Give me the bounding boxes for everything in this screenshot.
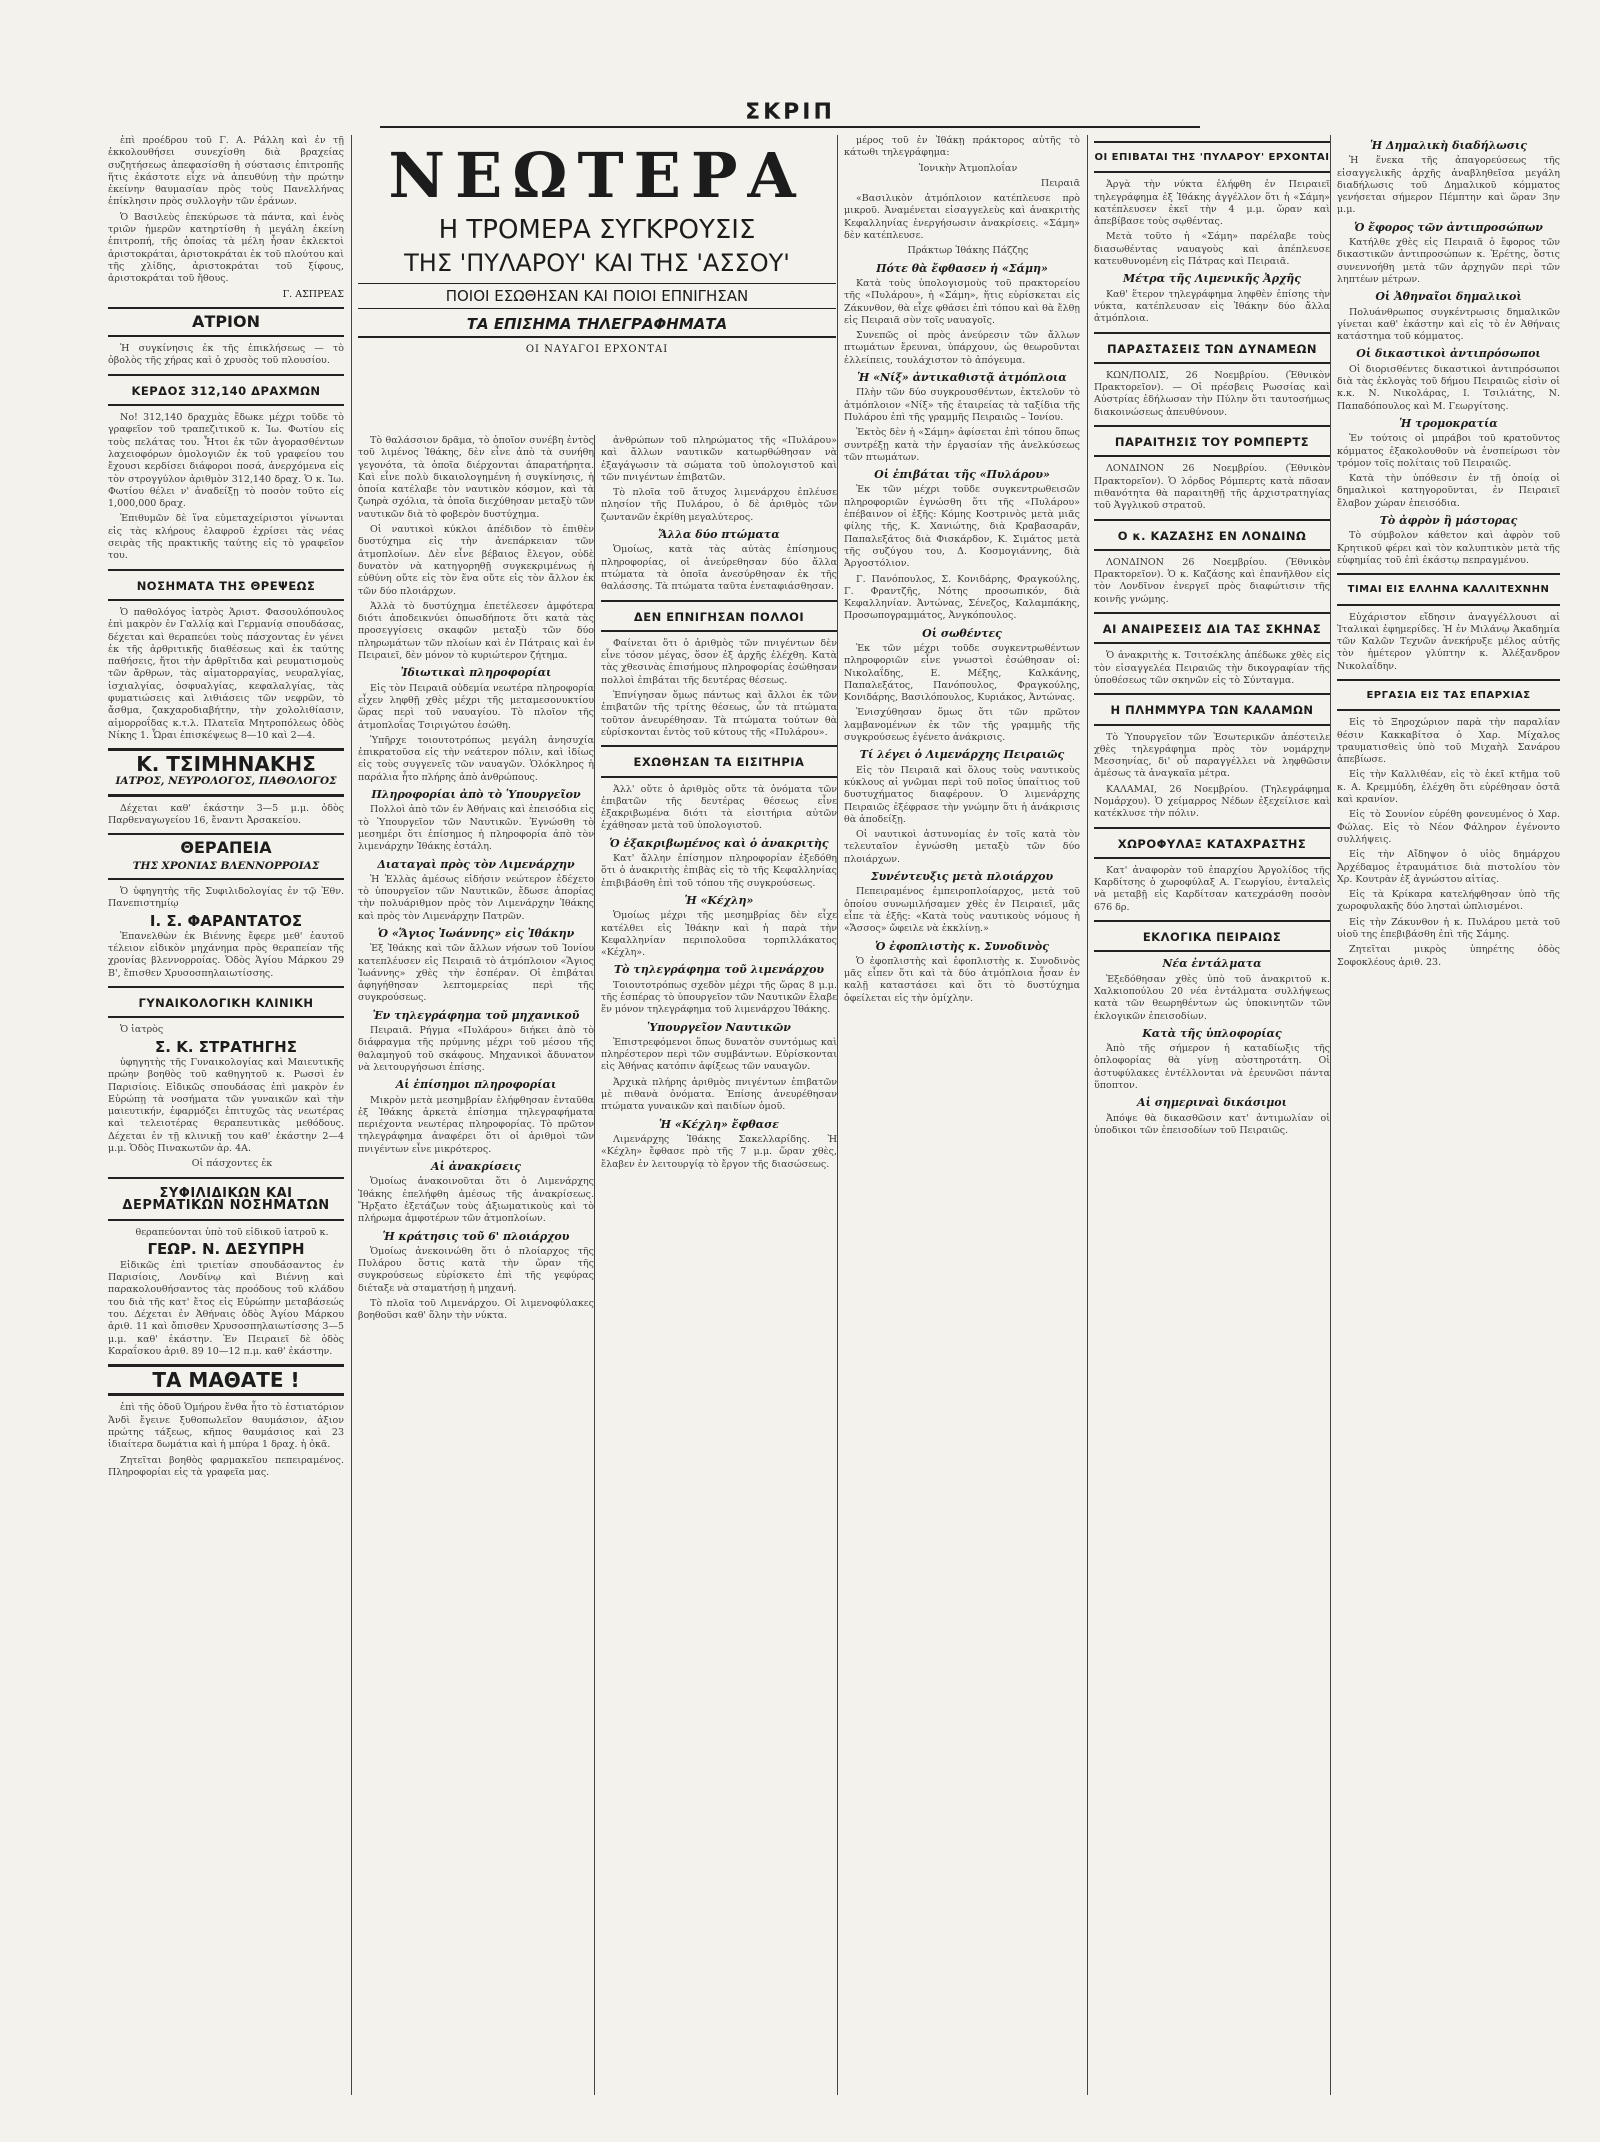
column-4: μέρος τοῦ ἐν Ἰθάκῃ πράκτορος αὐτῆς τὸ κάτωθι τηλεγράφημα: Ἰονικὴν Ἀτμοπλοΐαν Πειραιᾶ «Βασιλικὸν ἀτμόπλοιον κατέπλευσε πρὸ μικροῦ. Ἀναμένεται εἰσαγγελεὺς καὶ ἀνακριτὴς Κεφαλληνίας ἐνεργήσωσιν ἀνακρίσεις. «Σάμη» δὲν κατέπλευσε. Πράκτωρ Ἰθάκης Πάζζης Πότε θὰ ἔφθασεν ἡ «Σάμη» Κατὰ τοὺς ὑπολογισμοὺς τοῦ πρακτορείου τῆς «Πυλάρου», ἡ «Σάμη», ἥτις εὑρίσκεται εἰς Ζάκυνθον, θὰ εἶχε φθάσει ἐπὶ τόπου καὶ θὰ ἔλθῃ εἰς Πειραιᾶ σὺν τοῖς ναυαγοῖς. Συνεπῶς οἱ πρὸς ἀνεύρεσιν τῶν ἄλλων πτωμάτων ἔρευναι, ὑπάρχουν, ὡς θεωροῦνται ἐλλείπεις, τουλάχιστον τὸ ἀπόγευμα. Ἡ «Νίξ» ἀντικαθιστᾷ ἀτμόπλοια Πλὴν τῶν δύο συγκρουσθέντων, ἐκτελοῦν τὸ ἀτμόπλοιον «Νίξ» τῆς ἑταιρείας τὰ ταξίδια τῆς Πυλάρου ἐπὶ τῆς γραμμῆς Πειραιῶς – Ἰονίου. Ἐκτὸς δὲν ἡ «Σάμη» ἀφίσεται ἐπὶ τόπου ὅπως συντρέξῃ κατὰ τὴν ἐργασίαν τῆς ἀνελκύσεως τῶν πτωμάτων. Οἱ ἐπιβάται τῆς «Πυλάρου» Ἐκ τῶν μέχρι τοῦδε συγκεντρωθεισῶν πληροφοριῶν ἐγνώσθη ὅτι τῆς «Πυλάρου» ἐπέβαινον οἱ ἑξῆς: Κόμης Κοστρινὸς μετὰ μιᾶς φίλης τῆς, Κ. Χανιώτης, διὰ Κραβασαρᾶν, Παπαλεξάτος διὰ Φισκάρδον, Κ. Σιμάτος μετὰ τῆς συζύγου του, Δ. Κοσμογιάννης, διὰ Ἀργοστόλιον. Γ. Πανόπουλος, Σ. Κονιδάρης, Φραγκούλης, Γ. Φραντζῆς, Νότης προσωπικόν, διὰ Κεφαλληνίαν. Ἀντώνας, Σένεζος, Καλαμπάκης, Προσωπογραμμάτος, Ἀνγκόπουλος. Οἱ σωθέντες Ἐκ τῶν μέχρι τοῦδε συγκεντρωθέντων πληροφοριῶν εἶνε γνωστοὶ ἐσώθησαν οἱ: Νικολαΐδης, Ε. Μέξης, Καλκάνης, Παπαλεξάτος, Πανόπουλος, Φραγκούλης, Κονιδάρης, Βασιλόπουλος, Κυριάκος, Ἀντώνας. Ἐνισχύθησαν ὅμως ὅτι τῶν πρῶτον λαμβανομένων ἐκ τῶν τῆς γραμμῆς τῆς συγκρούσεως ἐγένετο ἀνάκρισις. Τί λέγει ὁ Λιμενάρχης Πειραιῶς Εἰς τὸν Πειραιᾶ καὶ ὅλους τοὺς ναυτικοὺς κύκλους αἱ γνῶμαι περὶ τοῦ ποῖος ὑπαίτιος τοῦ δυστυχήματος διαφέρουν. Ὁ λιμενάρχης Πειραιῶς ἐξέφρασε τὴν γνώμην ὅτι ἡ ἀνάκρισις θὰ ἀποδείξῃ. Οἱ ναυτικοὶ ἀστυνομίας ἐν τοῖς κατὰ τὸν τελευταῖον ἐγνώσθη μεταξὺ τῶν δύο πλοιάρχων. Συνέντευξις μετὰ πλοιάρχου Πεπειραμένος ἐμπειροπλοίαρχος, μετὰ τοῦ ὁποίου συνωμιλήσαμεν χθὲς ἐν Πειραιεῖ, μᾶς εἶπε τὰ ἑξῆς: «Κατὰ τοὺς ναυτικοὺς νόμους ἡ «Ἄσσος» ὤφειλε νὰ ἐκκλίνῃ.» Ὁ ἐφοπλιστὴς κ. Συνοδινὸς Ὁ ἐφοπλιστὴς καὶ ἐφοπλιστὴς κ. Συνοδινὸς μᾶς εἶπεν ὅτι καὶ τὰ δύο ἀτμόπλοια ἦσαν ἐν καλῇ καταστάσει καὶ ὅτι τὸ δυστύχημα ὀφείλεται εἰς τὴν ὁμίχλην.	[844, 135, 1080, 1004]
masthead	[380, 100, 1200, 128]
heading-kazasis: Ο κ. ΚΑΖΑΣΗΣ ΕΝ ΛΟΝΔΙΝΩ	[1117, 528, 1307, 543]
heading-therapeia: ΘΕΡΑΠΕΙΑ	[180, 838, 272, 858]
heading-plhmmyra: Η ΠΛΗΜΜΥΡΑ ΤΩΝ ΚΑΛΑΜΩΝ	[1110, 703, 1314, 718]
heading-mathete: ΤΑ ΜΑΘΑΤΕ !	[152, 1368, 300, 1393]
main-story-header	[358, 135, 836, 363]
headline-2: ΤΗΣ 'ΠΥΛΑΡΟΥ' ΚΑΙ ΤΗΣ 'ΑΣΣΟΥ'	[404, 249, 790, 277]
column-rule	[1330, 135, 1331, 2095]
heading-farantatos: Ι. Σ. ΦΑΡΑΝΤΑΤΟΣ	[149, 911, 303, 930]
headline-1: Η ΤΡΟΜΕΡΑ ΣΥΓΚΡΟΥΣΙΣ	[438, 215, 756, 245]
heading-strathgis: Σ. Κ. ΣΤΡΑΤΗΓΗΣ	[155, 1037, 297, 1056]
headline-3: ΠΟΙΟΙ ΕΣΩΘΗΣΑΝ ΚΑΙ ΠΟΙΟΙ ΕΠΝΙΓΗΣΑΝ	[358, 283, 836, 309]
column-6: Ἡ Δημαλικὴ διαδήλωσις Ἡ ἕνεκα τῆς ἀπαγορεύσεως τῆς εἰσαγγελικῆς ἀρχῆς ἀναβληθεῖσα μεγάλη διαδήλωσις τοῦ Δημαλικοῦ κόμματος γενήσεται σήμερον Πέμπτην καὶ ὥραν 3ην μ.μ. Ὁ ἔφορος τῶν ἀντιπροσώπων Κατήλθε χθὲς εἰς Πειραιᾶ ὁ ἔφορος τῶν δικαστικῶν ἀντιπροσώπων κ. Ἐρέτης, ὅστις συνεννοήθη μετὰ τῶν ἀρχηγῶν περὶ τῶν ληπτέων μέτρων. Οἱ Ἀθηναῖοι δημαλικοὶ Πολυάνθρωπος συγκέντρωσις δημαλικῶν γίνεται καθ' ἑκάστην καὶ εἰς τὸ ἐν Ἀθήναις κατάστημα τοῦ κόμματος. Οἱ δικαστικοὶ ἀντιπρόσωποι Οἱ διορισθέντες δικαστικοὶ ἀντιπρόσωποι διὰ τὰς ἐκλογὰς τοῦ δήμου Πειραιῶς εἰσὶν οἱ κ.κ. Ν. Νικολάρας, Ι. Τσιλιάτης, Ν. Παπαδόπουλος καὶ Μ. Γεωργίτσης. Ἡ τρομοκρατία Ἐν τούτοις οἱ μπράβοι τοῦ κρατοῦντος κόμματος ἐξακολουθοῦν νὰ ἐνσπείρωσι τὸν τρόμον τοῖς πολίταις τοῦ Πειραιῶς. Κατὰ τὴν ὑπόθεσιν ἐν τῇ ὁποίᾳ οἱ δημαλικοὶ κατηγοροῦνται, ἐν Πειραιεῖ ἔλαβον χώραν ἐπεισόδια. Τὸ ἀφρὸν ἢ μάστορας Τὸ σύμβολον κάθετον καὶ ἀφρὸν τοῦ Κρητικοῦ φέρει καὶ τὸν καλυπτικὸν μετὰ τῆς εὐφημίας τοῦ ἐπὶ ἑκάστῳ πεπραγμένου. ΤΙΜΑΙ ΕΙΣ ΕΛΛΗΝΑ ΚΑΛΛΙΤΕΧΝΗΝ Εὐχάριστον εἴδησιν ἀναγγέλλουσι αἱ Ἰταλικαὶ ἐφημερίδες. Ἡ ἐν Μιλάνῳ Ἀκαδημία τῶν Καλῶν Τεχνῶν ἀνεκήρυξε μέλος αὐτῆς τὸν ἡμέτερον γλύπτην κ. Ἀλέξανδρον Νικολαΐδην. ΕΡΓΑΣΙΑ ΕΙΣ ΤΑΣ ΕΠΑΡΧΙΑΣ Εἰς τὸ Ξηροχώριον παρὰ τὴν παραλίαν θέσιν Κακκαβίτσα ὁ Χαρ. Μίχαλος τραυματισθεὶς ὑπὸ τοῦ Μιχαὴλ Σανάρου ἀπεβίωσε. Εἰς τὴν Καλλιθέαν, εἰς τὸ ἐκεῖ κτῆμα τοῦ κ. Α. Κρεμμύδη, ἐλέχθη ὅτι εὑρέθησαν ὀστᾶ καὶ κρανίον. Εἰς τὸ Σουνίον εὑρέθη φονευμένος ὁ Χαρ. Φώλας. Εἰς τὸ Νέον Φάληρον ἐγένοντο συλλήψεις. Εἰς τὴν Αἴδηψον ὁ υἱὸς δημάρχου Ἀρχέδαμος ἐτραυμάτισε διὰ πιστολίου τὸν Χρ. Κουτρὰν ἐξ ἀγνώστου αἰτίας. Εἰς τὰ Κρίκαρα κατελήφθησαν ὑπὸ τῆς χωροφυλακῆς δύο λησταὶ ὡπλισμένοι. Εἰς τὴν Ζάκυνθον ἡ κ. Πυλάρου μετὰ τοῦ υἱοῦ της ἐπεβιβάσθη ἐπὶ τῆς Σάμης. Ζητεῖται μικρὸς ὑπηρέτης ὁδὸς Σοφοκλέους ἀριθ. 23.	[1337, 139, 1560, 968]
heading-den-epnigisan: ΔΕΝ ΕΠΝΙΓΗΣΑΝ ΠΟΛΛΟΙ	[633, 609, 805, 624]
column-3: ἀνθρώπων τοῦ πληρώματος τῆς «Πυλάρου» καὶ ἄλλων ναυτικῶν κατωρθώθησαν νὰ ἐξαγάγωσιν τὰ σώματα τοῦ ὑπολογιστοῦ καὶ τῶν πνιγέντων ἐπιβατῶν. Τὸ πλοῖα τοῦ ἄτυχος λιμενάρχου ἐπλέυσε πλησίον τῆς Πυλάρου, ὁ δὲ ἀριθμὸς τῶν ζωντανῶν ἐκρίθη μεγαλύτερος. Ἄλλα δύο πτώματα Ὁμοίως, κατὰ τὰς αὐτὰς ἐπίσημους πληροφορίας, οἱ ἀνεύρεθησαν δύο ἄλλα πτώματα τὰ ὁποῖα ἀνεσύρθησαν ἐκ τῆς θαλάσσης. Τὰ πτώματα ταῦτα ἐνεταφιάσθησαν. ΔΕΝ ΕΠΝΙΓΗΣΑΝ ΠΟΛΛΟΙ Φαίνεται ὅτι ὁ ἀριθμὸς τῶν πνιγέντων δὲν εἶνε τόσον μέγας, ὅσον ἐξ ἀρχῆς ἐλέχθη. Κατὰ τὰς χθεσινὰς ἐπισήμους πληροφορίας ἐσώθησαν πολλοὶ ἐπιβάται τῆς δευτέρας θέσεως. Ἐπνίγησαν ὅμως πάντως καὶ ἄλλοι ἐκ τῶν ἐπιβατῶν τῆς τρίτης θέσεως, ὧν τὰ πτώματα τοῦτον ἀνευρέθησαν. Τὰ πτώματα τούτων θὰ εὑρίσκονται ἐντὸς τοῦ κύτους τῆς «Πυλάρου». ΕΧΩΘΗΣΑΝ ΤΑ ΕΙΣΙΤΗΡΙΑ Ἀλλ' οὔτε ὁ ἀριθμὸς οὔτε τὰ ὀνόματα τῶν ἐπιβατῶν τῆς δευτέρας θέσεως εἶνε ἐξακριβωμένα διότι τὰ εἰσιτήρια αὐτῶν ἐχάθησαν μετὰ τοῦ ὑπολογιστοῦ. Ὁ ἐξακριβωμένος καὶ ὁ ἀνακριτὴς Κατ' ἄλλην ἐπίσημον πληροφορίαν ἐξεδόθη ὅτι ὁ ἀνακριτὴς ἐπιβὰς εἰς τὸ τῆς Κεφαλληνίας ἐπιβιβάσθη ἐπὶ τοῦ τόπου τῆς συγκρούσεως. Ἡ «Κέχλη» Ὁμοίως μέχρι τῆς μεσημβρίας δὲν εἶχε κατέλθει εἰς Ἰθάκην καὶ ἡ παρὰ τὴν Κεφαλληνίαν περιπολοῦσα τορπιλλάκατος «Κέχλη». Τὸ τηλεγράφημα τοῦ λιμενάρχου Τοιουτοτρόπως σχεδὸν μέχρι τῆς ὥρας 8 μ.μ. τῆς ἑσπέρας τὸ ὑπουργεῖον τῶν Ναυτικῶν ἔλαβε ἕν μόνον τηλεγράφημα τοῦ λιμενάρχου Ἰθάκης. Ὑπουργεῖον Ναυτικῶν Ἐπιστρεφόμενοι ὅπως δυνατὸν συντόμως καὶ πληρέστερον περὶ τῶν συμβάντων. Εὑρίσκονται εἰς Ἀθήνας κατόπιν ἀφίξεως τῶν ναυαγῶν. Ἀρχικὰ πλήρης ἀριθμὸς πνιγέντων ἐπιβατῶν μὲ πιθανὰ ὀνόματα. Ἐπίσης ἀνευρέθησαν πτώματα γυναικῶν καὶ παιδίων ὁμοῦ. Ἡ «Κέχλη» ἔφθασε Λιμενάρχης Ἰθάκης Σακελλαρίδης. Ἡ «Κέχλη» ἔφθασε πρὸ τῆς 7 μ.μ. ὥραν χθὲς, ἔλαβεν ἐν λειτουργίᾳ τὸ ἔργον τῆς διασώσεως.	[601, 435, 837, 1170]
heading-klinikh: ΓΥΝΑΙΚΟΛΟΓΙΚΗ ΚΛΙΝΙΚΗ	[138, 996, 314, 1011]
heading-paraithsis: ΠΑΡΑΙΤΗΣΙΣ ΤΟΥ ΡΟΜΠΕΡΤΣ	[1114, 435, 1310, 450]
heading-exodhsan: ΕΧΩΘΗΣΑΝ ΤΑ ΕΙΣΙΤΗΡΙΑ	[633, 755, 805, 770]
column-2: Τὸ θαλάσσιον δρᾶμα, τὸ ὁποῖον συνέβη ἐντὸς τοῦ λιμένος Ἰθάκης, δὲν εἶνε ἀπὸ τὰ συνήθη γεγονότα, τὰ ὁποῖα διέρχονται ἀπαρατήρητα. Καὶ εἶνε πολὺ δικαιολογημένη ἡ συγκίνησις, ἡ ὁποία κατέλαβε τὸν ναυτικὸν κόσμον, καὶ τὰ ζωηρὰ σχόλια, τὰ ὁποῖα διεχύθησαν μεταξὺ τῶν ναυτικῶν διὰ τὸ φοβερὸν δυστύχημα. Οἱ ναυτικοὶ κύκλοι ἀπέδιδον τὸ ἐπιθὲν δυστύχημα εἰς τὴν ἀνεπάρκειαν τῶν ἀτμοπλοίων. Δὲν εἶνε βέβαιος ἔλεγον, οὐδὲ δυνατὸν νὰ κατηγορηθῇ συγκεκριμένως ἡ εὐθύνη οὔτε εἰς τὸν ἕνα οὔτε εἰς τὸν ἄλλον ἐκ τῶν δύο πλοιάρχων. Ἀλλὰ τὸ δυστύχημα ἐπετέλεσεν ἀμφότερα διότι ἀποδεικνύει ὁπωσδήποτε ὅτι κατὰ τὰς προσεγγίσεις σκαφῶν μεταξὺ τῶν δύο πληρωμάτων τῶν πλοίων καὶ ἐν Πάτραις καὶ ἐν Πειραιεῖ, δὲν μόνον τὸ κυριώτερον ζήτημα. Ἰδιωτικαὶ πληροφορίαι Εἰς τὸν Πειραιᾶ οὐδεμία νεωτέρα πληροφορία εἶχεν ληφθῇ χθὲς μέχρι τῆς μεταμεσονυκτίου ὥρας περὶ τοῦ ναυαγίου. Τὸ πλοῖον τῆς ἀτμοπλοΐας Τσιριγώτου ἐσώθη. Ὑπῆρχε τοιουτοτρόπως μεγάλη ἀνησυχία ἐπικρατοῦσα εἰς τὴν νεάτερον πόλιν, καὶ ἰδίως εἰς τοὺς συγγενεῖς τῶν ναυαγῶν. Ὁλόκληρος ἡ παράλια ἦτο πλήρης ἀπὸ ἀνθρώπους. Πληροφορίαι ἀπὸ τὸ Ὑπουργεῖον Πολλοὶ ἀπὸ τῶν ἐν Ἀθήναις καὶ ἐπεισόδια εἰς τὸ Ὑπουργεῖον τῶν Ναυτικῶν. Ἐγνώσθη τὸ μεσημέρι ὅτι ἐπίσημος ἡ πληροφορία ἀπὸ τὸν λιμενάρχην Ἰθάκης ἐστάλη. Διαταγαὶ πρὸς τὸν Λιμενάρχην Ἡ Ἑλλὰς ἀμέσως εἰδήσιν νεώτερον ἐδέχετο τὸ ὑπουργεῖον τῶν Ναυτικῶν, ἔδωσε ἀπορίας τὴν πολυάριθμον πρὸς τὸν Λιμενάρχην Ἰθάκης καὶ πρὸς τὸν Λιμενάρχην Πατρῶν. Ὁ «Ἅγιος Ἰωάννης» εἰς Ἰθάκην Ἐξ Ἰθάκης καὶ τῶν ἄλλων νήσων τοῦ Ἰονίου κατεπλέυσεν εἰς Πειραιᾶ τὸ ἀτμόπλοιον «Ἅγιος Ἰωάννης» χθὲς τὴν ἑσπέραν. Οἱ ἐπιβάται ἀφηγήθησαν λεπτομερείας περὶ τῆς συγκρούσεως. Ἐν τηλεγράφημα τοῦ μηχανικοῦ Πειραιᾶ. Ρήγμα «Πυλάρου» διήκει ἀπὸ τὸ διάφραγμα τῆς πρύμνης μέχρι τοῦ μέσου τῆς θαλαμηγοῦ τοῦ σκάφους. Μηχανικοὶ ἄδυνατον νὰ λειτουργήσωσι ἐπίσης. Αἱ ἐπίσημοι πληροφορίαι Μικρὸν μετὰ μεσημβρίαν ἐλήφθησαν ἐνταῦθα ἐξ Ἰθάκης ἀρκετὰ ἐπίσημα τηλεγραφήματα περιέχοντα νεωτέρας πληροφορίας. Τὸ πρῶτον τηλεγράφημα ἀναφέρει ὅτι οἱ ἀριθμοὶ τῶν πνιγέντων εἶνε μικρότερος. Αἱ ἀνακρίσεις Ὁμοίως ἀνακοινοῦται ὅτι ὁ Λιμενάρχης Ἰθάκης ἐπελήφθη ἀμέσως τῆς ἀνακρίσεως. Ἤρξατο ἐξετάζων τοὺς ἀξιωματικοὺς καὶ τὸ πλήρωμα ἀμφοτέρων τῶν ἀτμοπλοίων. Ἡ κράτησις τοῦ 6' πλοιάρχου Ὁμοίως ἀνεκοινώθη ὅτι ὁ πλοίαρχος τῆς Πυλάρου ὅστις κατὰ τὴν ὥραν τῆς συγκρούσεως εὑρίσκετο ἐπὶ τῆς γεφύρας διέταξε νὰ σταματήσῃ ἡ μηχανή. Τὸ πλοῖα τοῦ Λιμενάρχου. Οἱ λιμενοφύλακες βοηθοῦσι καθ' ὅλην τὴν νύκτα.	[358, 435, 594, 1322]
heading-anaireseis: ΑΙ ΑΝΑΙΡΕΣΕΙΣ ΔΙΑ ΤΑΣ ΣΚΗΝΑΣ	[1102, 622, 1322, 637]
masthead-title: ΣΚΡΙΠ	[745, 100, 835, 125]
heading-tsiminakis-sub: ΙΑΤΡΟΣ, ΝΕΥΡΟΛΟΓΟΣ, ΠΑΘΟΛΟΓΟΣ	[115, 775, 337, 788]
heading-therapeia-sub: ΤΗΣ ΧΡΟΝΙΑΣ ΒΛΕΝΝΟΡΡΟΙΑΣ	[132, 859, 320, 872]
column-rule	[351, 135, 352, 2095]
column-1: ἐπὶ προέδρου τοῦ Γ. Α. Ράλλη καὶ ἐν τῇ ἐκκολουθήσει συνεχίσθη διὰ βραχείας συζητήσεως ἀπεφασίσθη ἡ σύστασις ἐπιτροπῆς ἥτις ἐκάστοτε εἶχε νὰ ἀπευθύνῃ τὴν πρώτην ἐκείνην θαυμασίαν πρὸς τοὺς Πανελλήνας ἐπίκλησιν πρὸς συλλογὴν τῶν ἐράνων. Ὁ Βασιλεὺς ἐπεκύρωσε τὰ πάντα, καὶ ἐνὸς τριῶν ἡμερῶν κατηρτίσθη ἡ μεγάλη ἐκείνη ἐπιτροπή, τῆς ὁποίας τὰ μέλη ἦσαν ἐκλεκτοὶ ἀριστοκράται, ἀριστοκράται ἐκ τοῦ πλούτου καὶ τῆς χλίδης, ἀριστοκράται τοῦ ξίφους, ἀριστοκράται τοῦ ἤθους. Γ. ΑΣΠΡΕΑΣ ΑΤΡΙΟΝ Ἡ συγκίνησις ἐκ τῆς ἐπικλήσεως — τὸ ὀβολὸς τῆς χήρας καὶ ὁ χρυσὸς τοῦ πλουσίου. ΚΕΡΔΟΣ 312,140 ΔΡΑΧΜΩΝ Νο! 312,140 δραχμὰς ἔδωκε μέχρι τοῦδε τὸ γραφεῖον τοῦ τραπεζιτικοῦ κ. Ἰω. Φωτίου εἰς τοὺς πελάτας του. Ἦτοι ἐκ τῶν ἀγορασθέντων λαχειοφόρων ὁμολογιῶν ἐκ τοῦ γραφείου του ἔχουσι κερδίσει διάφοροι ποσά, ἀνερχόμενα εἰς τὸν στρογγύλον ἀριθμὸν 312,140 δραχ. Ὁ κ. Ἰω. Φωτίου θέλει ν' ἀναδείξῃ τὸ ποσὸν τοῦτο εἰς 1,000,000 δραχ. Ἐπιθυμῶν δὲ ἵνα εὐμεταχείριστοι γίνωνται εἰς τὰς κλήρους ἐλαφροῦ ἐχρίσει τὰς νέας σειρὰς τῆς πρακτικῆς ταύτης εἰς τὸ γραφεῖον του. ΝΟΣΗΜΑΤΑ ΤΗΣ ΘΡΕΨΕΩΣ Ὁ παθολόγος ἰατρὸς Ἀριστ. Φασουλόπουλος ἐπὶ μακρὸν ἐν Γαλλίᾳ καὶ Γερμανίᾳ σπουδάσας, δέχεται καὶ θεραπεύει τοὺς πάσχοντας ἐν γένει ἐκ τῆς ἀρθριτικῆς διαθέσεως καὶ ἐκ ταύτης παθήσεις, ἤτοι τὴν ἀρθρῖτιδα καὶ ρευματισμοὺς τῶν ἄρθρων, τὰς αἱματορραγίας, νευραλγίας, ἰσχιαλγίας, ὀσφυαλγίας, κεφαλαλγίας, τὰς φυματιώσεις καὶ λιθιάσεις τῶν νεφρῶν, τὸ ἄσθμα, ζακχαροδιαβήτην, τὴν χολολιθίασιν, αἱμορροΐδας κ.τ.λ. Πλατεῖα Μητροπόλεως ὁδὸς Νίκης 1. Ὧραι ἐπισκέψεως 8—10 καὶ 2—4. Κ. ΤΣΙΜΗΝΑΚΗΣ ΙΑΤΡΟΣ, ΝΕΥΡΟΛΟΓΟΣ, ΠΑΘΟΛΟΓΟΣ Δέχεται καθ' ἑκάστην 3—5 μ.μ. ὁδὸς Παρθεναγωγείου 16, ἔναντι Ἀρσακείου. ΘΕΡΑΠΕΙΑ ΤΗΣ ΧΡΟΝΙΑΣ ΒΛΕΝΝΟΡΡΟΙΑΣ Ὁ ὑφηγητὴς τῆς Συφιλιδολογίας ἐν τῷ Ἐθν. Πανεπιστημίῳ Ι. Σ. ΦΑΡΑΝΤΑΤΟΣ Ἐπανελθὼν ἐκ Βιέννης ἔφερε μεθ' ἑαυτοῦ τέλειον εἰδικὸν μηχάνημα πρὸς θεραπείαν τῆς χρονίας βλεννορροίας. Ὁδὸς Ἁγίου Μάρκου 29 Β', ἔπισθεν Χρυσοσπηλαιωτίσσης. ΓΥΝΑΙΚΟΛΟΓΙΚΗ ΚΛΙΝΙΚΗ Ὁ ἰατρὸς Σ. Κ. ΣΤΡΑΤΗΓΗΣ ὑφηγητὴς τῆς Γυναικολογίας καὶ Μαιευτικῆς πρώην βοηθὸς τοῦ καθηγητοῦ κ. Ρωσσὶ ἐν Παρισίοις. Εἰδικῶς σπουδάσας ἐπὶ μακρὸν ἐν Εὐρώπῃ τὰ νοσήματα τῶν γυναικῶν καὶ τὴν μαιευτικήν, ἐφαρμόζει ἐπιτυχῶς τὰς νεωτέρας καὶ τελειοτέρας θεραπευτικὰς μεθόδους. Δέχεται ἐν τῇ κλινικῇ του καθ' ἑκάστην 2—4 μ.μ. Ὁδὸς Πινακωτῶν ἀρ. 4Α. Οἱ πάσχοντες ἐκ ΣΥΦΙΛΙΔΙΚΩΝ ΚΑΙ ΔΕΡΜΑΤΙΚΩΝ ΝΟΣΗΜΑΤΩΝ θεραπεύονται ὑπὸ τοῦ εἰδικοῦ ἰατροῦ κ. ΓΕΩΡ. Ν. ΔΕΣΥΠΡΗ Εἰδικῶς ἐπὶ τριετίαν σπουδάσαντος ἐν Παρισίοις, Λονδίνῳ καὶ Βιέννῃ καὶ παρακολουθήσαντος τὰς προόδους τοῦ κλάδου του διὰ τῆς κατ' ἔτος εἰς Εὐρώπην μεταβάσεώς του. Δέχεται ἐν Ἀθήναις ὁδὸς Ἁγίου Μάρκου ἀριθ. 11 καὶ ὄπισθεν Χρυσοσπηλαιωτίσσης 3—5 μ.μ. καθ' ἑκάστην. Ἐν Πειραιεῖ δὲ ὁδὸς Καραΐσκου ἀριθ. 89 10—12 π.μ. καθ' ἑκάστην. ΤΑ ΜΑΘΑΤΕ ! ἐπὶ τῆς ὁδοῦ Ὁμήρου ἕνθα ἦτο τὸ ἐστιατόριον Ἀνδὶ ἔγεινε ξυθοπωλεῖον θαυμάσιον, ἀξιον πρώτης τάξεως, κῆπος θαυμάσιος καὶ 23 ἰδιαίτερα δωμάτια καὶ ἡ μπύρα 1 δραχ. ἡ ὀκᾶ. Ζητεῖται βοηθὸς φαρμακεῖου πεπειραμένος. Πληροφορίαι εἰς τὰ γραφεῖα μας.	[108, 135, 344, 1478]
heading-eklogika: ΕΚΛΟΓΙΚΑ ΠΕΙΡΑΙΩΣ	[1142, 930, 1282, 945]
heading-kerdos: ΚΕΡΔΟΣ 312,140 ΔΡΑΧΜΩΝ	[131, 383, 321, 398]
column-rule	[1087, 135, 1088, 2095]
column-5: ΟΙ ΕΠΙΒΑΤΑΙ ΤΗΣ 'ΠΥΛΑΡΟΥ' ΕΡΧΟΝΤΑΙ Ἀργὰ τὴν νύκτα ἐλήφθη ἐν Πειραιεῖ τηλεγράφημα ἐξ Ἰθάκης ἀγγέλλον ὅτι ἡ «Σάμη» κατέπλευσεν ἐκεῖ τὴν 4 μ.μ. ὥραν καὶ ἀπεβίβασε τοὺς σῳθέντας. Μετὰ τοῦτο ἡ «Σάμη» παρέλαβε τοὺς διασωθέντας ναυαγοὺς καὶ ἀπέπλευσε κατευθυνομένη εἰς Πάτρας καὶ Πειραιᾶ. Μέτρα τῆς Λιμενικῆς Ἀρχῆς Καθ' ἕτερον τηλεγράφημα ληφθὲν ἐπίσης τὴν νύκτα, κατέπλευσαν εἰς Ἰθάκην δύο ἄλλα ἀτμόπλοια. ΠΑΡΑΣΤΑΣΕΙΣ ΤΩΝ ΔΥΝΑΜΕΩΝ ΚΩΝ/ΠΟΛΙΣ, 26 Νοεμβρίου. (Ἐθνικὸν Πρακτορεῖον). — Οἱ πρέσβεις Ρωσσίας καὶ Αὐστρίας ἐδήλωσαν τὴν Πύλην ὅτι ταυτοσήμως διακοινώσεως ἀπευθύνουν. ΠΑΡΑΙΤΗΣΙΣ ΤΟΥ ΡΟΜΠΕΡΤΣ ΛΟΝΔΙΝΟΝ 26 Νοεμβρίου. (Ἐθνικὸν Πρακτορεῖον). Ὁ λόρδος Ρόμπερτς κατὰ πᾶσαν πιθανότητα θὰ παραιτηθῇ τῆς ἀρχιστρατηγίας τοῦ Ἀγγλικοῦ στρατοῦ. Ο κ. ΚΑΖΑΣΗΣ ΕΝ ΛΟΝΔΙΝΩ ΛΟΝΔΙΝΟΝ 26 Νοεμβρίου. (Ἐθνικὸν Πρακτορεῖον). Ὁ κ. Καζάσης καὶ ἐπανῆλθον εἰς τὸν Λονδῖνον ἐνεργεῖ πρὸς διαφώτισιν τῆς κοινῆς γνώμης. ΑΙ ΑΝΑΙΡΕΣΕΙΣ ΔΙΑ ΤΑΣ ΣΚΗΝΑΣ Ὁ ἀνακριτὴς κ. Τσιτσέκλης ἀπέδωκε χθὲς εἰς τὸν εἰσαγγελέα Πειραιῶς τὴν δικογραφίαν τῆς ὑποθέσεως τῶν σκηνῶν εἰς τὸ Σύνταγμα. Η ΠΛΗΜΜΥΡΑ ΤΩΝ ΚΑΛΑΜΩΝ Τὸ Ὑπουργεῖον τῶν Ἐσωτερικῶν ἀπέστειλε χθὲς τηλεγράφημα πρὸς τὸν νομάρχην Μεσσηνίας, δι' οὗ παραγγέλλει νὰ ληφθῶσιν ἀμέσως τὰ ἀναγκαῖα μέτρα. ΚΑΛΑΜΑΙ, 26 Νοεμβρίου. (Τηλεγράφημα Νομάρχου). Ὁ χείμαρρος Νέδων ἐξεχείλισε καὶ κατέκλυσε τὴν πόλιν. ΧΩΡΟΦΥΛΑΞ ΚΑΤΑΧΡΑΣΤΗΣ Κατ' ἀναφορὰν τοῦ ἐπαρχίου Ἀργολίδος τῆς Καρδίτσης ὁ χωροφύλαξ Α. Γεωργίου, ἐνταλεὶς νὰ μεταβῇ εἰς Καρδίτσαν κατεχράσθη ποσὸν 676 δρ. ΕΚΛΟΓΙΚΑ ΠΕΙΡΑΙΩΣ Νέα ἐντάλματα Ἐξεδόθησαν χθὲς ὑπὸ τοῦ ἀνακριτοῦ κ. Χαλκιοπούλου 20 νέα ἐντάλματα συλλήψεως κατὰ τῶν θεωρηθέντων ὡς ὑποκινητῶν τῶν ἐκλογικῶν ἐπεισοδίων. Κατὰ τῆς ὑπλοφορίας Ἀπὸ τῆς σήμερον ἡ καταδίωξις τῆς ὁπλοφορίας θὰ γίνῃ αὐστηροτάτη. Οἱ ἀστυφύλακες ἐντέλλονται νὰ ἐρευνῶσι πάντα ὕποπτον. Αἱ σημεριναὶ δικάσιμοι Ἀπόψε θὰ δικασθῶσιν κατ' ἀντιμωλίαν οἱ ὑποδικοι τῶν ἐπεισοδίων τοῦ Πειραιῶς.	[1094, 135, 1330, 2095]
heading-xorofylax: ΧΩΡΟΦΥΛΑΞ ΚΑΤΑΧΡΑΣΤΗΣ	[1117, 836, 1307, 851]
heading-parastaseis: ΠΑΡΑΣΤΑΣΕΙΣ ΤΩΝ ΔΥΝΑΜΕΩΝ	[1106, 341, 1317, 356]
heading-aurion: ΑΤΡΙΟΝ	[192, 311, 260, 331]
heading-syfilidikon: ΣΥΦΙΛΙΔΙΚΩΝ ΚΑΙ ΔΕΡΜΑΤΙΚΩΝ ΝΟΣΗΜΑΤΩΝ	[122, 1185, 330, 1213]
heading-times: ΤΙΜΑΙ ΕΙΣ ΕΛΛΗΝΑ ΚΑΛΛΙΤΕΧΝΗΝ	[1347, 584, 1550, 596]
column-rule	[837, 135, 838, 2095]
heading-epivatai: ΟΙ ΕΠΙΒΑΤΑΙ ΤΗΣ 'ΠΥΛΑΡΟΥ' ΕΡΧΟΝΤΑΙ	[1094, 152, 1330, 163]
heading-desypri: ΓΕΩΡ. Ν. ΔΕΣΥΠΡΗ	[147, 1240, 305, 1259]
column-rule	[594, 435, 595, 2095]
columns	[108, 135, 1560, 2097]
heading-tsiminakis: Κ. ΤΣΙΜΗΝΑΚΗΣ	[136, 752, 316, 777]
headline-4: ΤΑ ΕΠΙΣΗΜΑ ΤΗΛΕΓΡΑΦΗΜΑΤΑ	[358, 315, 836, 338]
headline-5: ΟΙ ΝΑΥΑΓΟΙ ΕΡΧΟΝΤΑΙ	[525, 344, 669, 355]
heading-nosimata: ΝΟΣΗΜΑΤΑ ΤΗΣ ΘΡΕΨΕΩΣ	[136, 578, 316, 593]
heading-ergasia: ΕΡΓΑΣΙΑ ΕΙΣ ΤΑΣ ΕΠΑΡΧΙΑΣ	[1366, 689, 1531, 701]
signature: Γ. ΑΣΠΡΕΑΣ	[282, 288, 344, 300]
main-story-label: ΝΕΩΤΕΡΑ	[388, 139, 806, 212]
